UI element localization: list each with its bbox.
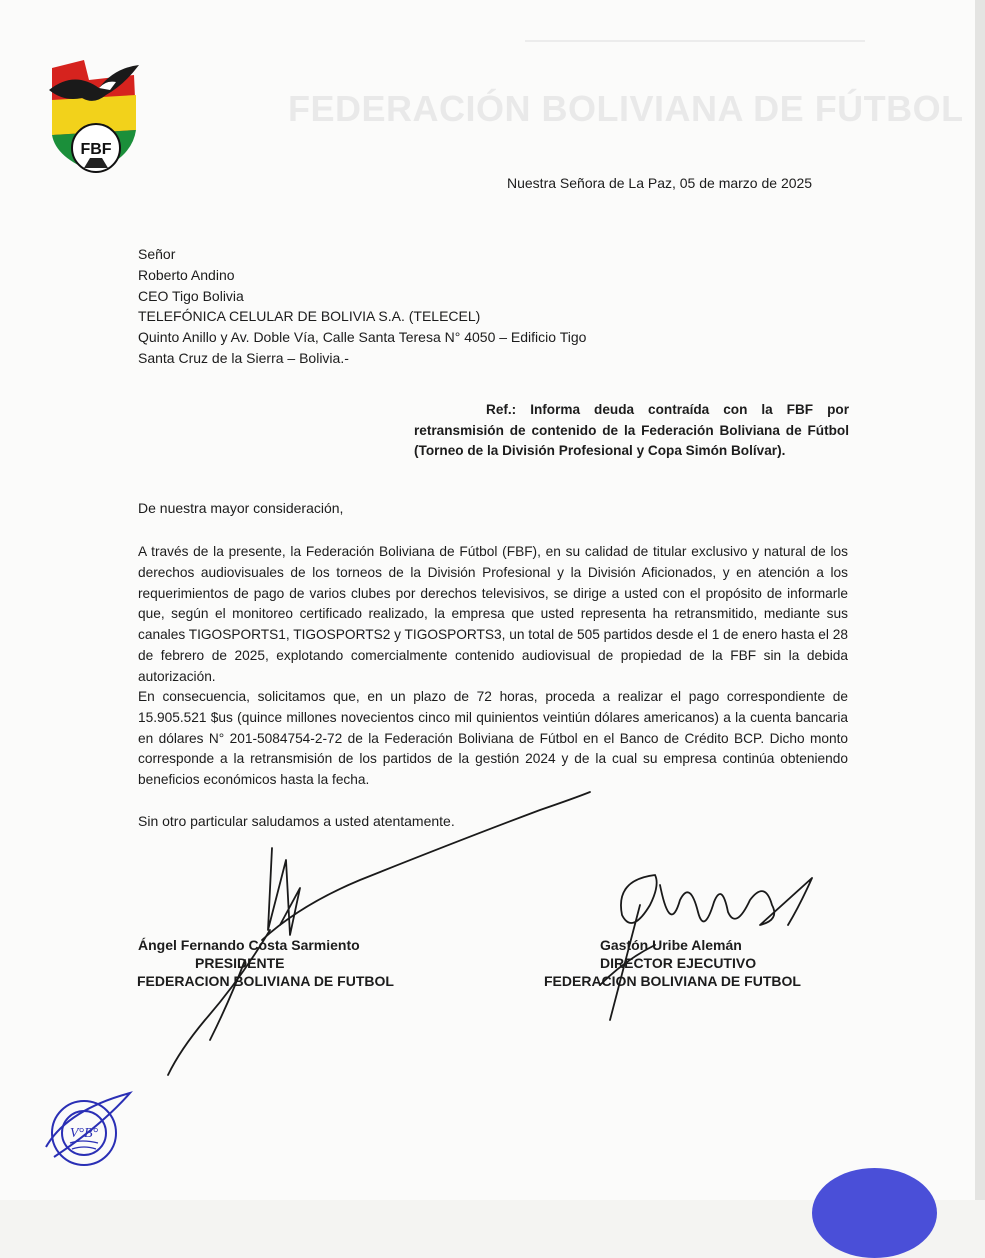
signatory-2-name: Gastón Uribe Alemán xyxy=(600,937,742,953)
recipient-name: Roberto Andino xyxy=(138,266,235,283)
body-paragraph-2: En consecuencia, solicitamos que, en un plazo de 72 horas, proceda a realizar el pago correspondiente de 15.905.521 $us (quince millones novecientos cinco mil quinientos veintiún dólares americanos) a la cuenta bancaria en dólares N° 201-5084754-2-72 de la Federación Boliviana de Fútbol en el Banco de Crédito BCP. Dicho monto corresponde a la retransmisión de los partidos de la gestión 2024 y de la cual su empresa continúa obteniendo beneficios económicos hasta la fecha. xyxy=(138,689,848,788)
recipient-company: TELEFÓNICA CELULAR DE BOLIVIA S.A. (TELECEL) xyxy=(138,308,481,325)
header-rule xyxy=(525,40,865,42)
fbf-logo xyxy=(44,50,144,175)
logo-text: FBF xyxy=(80,141,112,158)
recipient-block xyxy=(138,244,586,369)
closing-line: Sin otro particular saludamos a usted atentamente. xyxy=(138,813,455,829)
vobo-stamp xyxy=(42,1085,134,1177)
recipient-salutation: Señor xyxy=(138,246,176,262)
signatory-1-title: PRESIDENTE xyxy=(195,955,285,971)
signatory-1-name: Ángel Fernando Costa Sarmiento xyxy=(138,937,360,953)
signatory-1-organization: FEDERACION BOLIVIANA DE FUTBOL xyxy=(137,973,394,989)
recipient-address: Quinto Anillo y Av. Doble Vía, Calle Santa Teresa N° 4050 – Edificio Tigo xyxy=(138,329,587,346)
signatory-2-title: DIRECTOR EJECUTIVO xyxy=(600,955,757,971)
signatory-2-organization: FEDERACION BOLIVIANA DE FUTBOL xyxy=(544,973,801,989)
letterhead-title: FEDERACIÓN BOLIVIANA DE FÚTBOL xyxy=(288,88,964,129)
recipient-city: Santa Cruz de la Sierra – Bolivia.- xyxy=(138,349,349,366)
reference-line: Ref.: Informa deuda contraída con la FBF por retransmisión de contenido de la Federación Boliviana de Fútbol (Torneo de la División Profesional y Copa Simón Bolívar). xyxy=(414,402,849,458)
body-paragraph-1: A través de la presente, la Federación Boliviana de Fútbol (FBF), en su calidad de titular exclusivo y natural de los derechos audiovisuales de los torneos de la División Profesional y la División Aficionados, y en atención a los requerimientos de pago de varios clubes por derechos televisivos, se dirige a usted con el propósito de informarle que, según el monitoreo certificado realizado, la empresa que usted representa ha retransmitido, mediante sus canales TIGOSPORTS1, TIGOSPORTS2 y TIGOSPORTS3, un total de 505 partidos desde el 1 de enero hasta el 28 de febrero de 2025, explotando comercialmente contenido audiovisual de propiedad de la FBF sin la debida autorización. xyxy=(138,544,848,684)
date-line: Nuestra Señora de La Paz, 05 de marzo de 2025 xyxy=(507,175,813,191)
corner-overlay-button[interactable] xyxy=(812,1168,937,1258)
stamp-text: V°B° xyxy=(69,1126,99,1141)
greeting: De nuestra mayor consideración, xyxy=(138,500,344,516)
recipient-position: CEO Tigo Bolivia xyxy=(138,287,244,304)
page-edge xyxy=(975,0,985,1200)
